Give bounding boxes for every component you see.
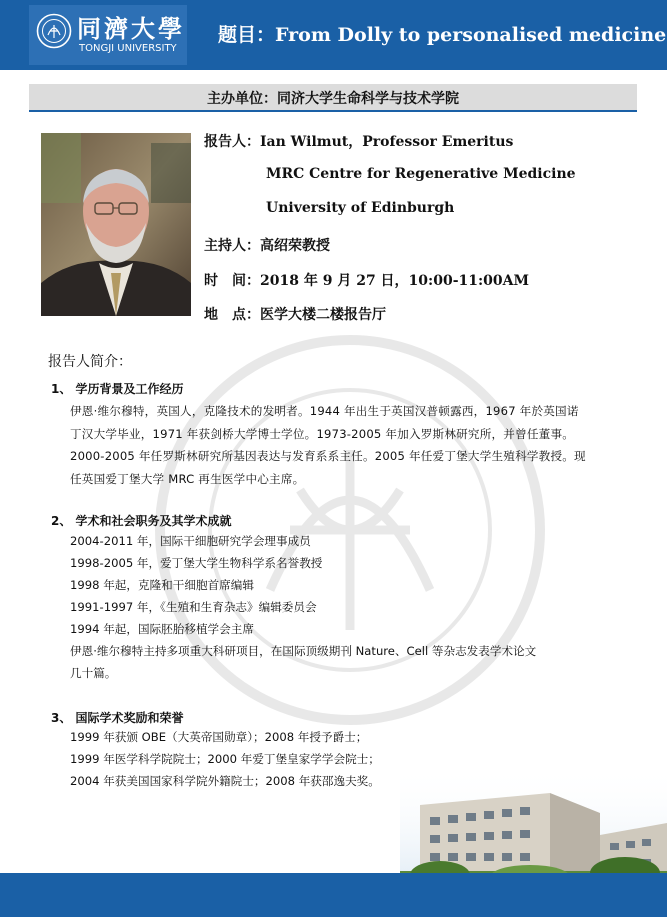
- sponsor-bar: [29, 84, 637, 110]
- section-2-line: 伊恩·维尔穆特主持多项重大科研项目，在国际顶级期刊 Nature、Cell 等杂志发表学术论文: [70, 644, 537, 658]
- host-value: 高绍荣教授: [260, 238, 330, 254]
- section-3-line: 1999 年医学科学院院士；2000 年爱丁堡皇家学学会院士；: [70, 752, 380, 766]
- logo-chinese-name: 同濟大學: [77, 14, 185, 43]
- university-logo: [29, 5, 187, 65]
- place-label: 地 点：: [204, 307, 260, 323]
- time-line: [204, 270, 529, 290]
- section-2-line: 几十篇。: [70, 666, 117, 680]
- section-2-line: 2004-2011 年，国际干细胞研究学会理事成员: [70, 534, 311, 548]
- section-2-line: 1994 年起，国际胚胎移植学会主席: [70, 622, 254, 636]
- divider-line: [29, 110, 637, 112]
- sponsor-text: 主办单位：同济大学生命科学与技术学院: [207, 91, 459, 107]
- university-seal-watermark: [150, 330, 550, 730]
- intro-heading: 报告人简介：: [48, 354, 132, 370]
- speaker-affiliation-2: University of Edinburgh: [266, 200, 455, 216]
- speaker-name: Ian Wilmut，Professor Emeritus: [260, 134, 514, 150]
- section-3-title: 3、 国际学术奖励和荣誉: [51, 711, 184, 725]
- footer-bar: [0, 873, 667, 917]
- time-label: 时 间：: [204, 273, 260, 289]
- speaker-label: 报告人：: [204, 134, 260, 150]
- speaker-line: [204, 131, 513, 151]
- host-line: [204, 235, 330, 255]
- section-2-line: 1998 年起，克隆和干细胞首席编辑: [70, 578, 254, 592]
- speaker-photo: [41, 133, 191, 316]
- speaker-affiliation-1: MRC Centre for Regenerative Medicine: [266, 166, 576, 182]
- header-bar: [0, 0, 667, 70]
- page-title: 题目：From Dolly to personalised medicine: [218, 24, 667, 46]
- section-1-title: 1、 学历背景及工作经历: [51, 382, 184, 396]
- place-line: [204, 304, 386, 324]
- host-label: 主持人：: [204, 238, 260, 254]
- university-seal-icon: [36, 13, 72, 49]
- section-3-line: 1999 年获颁 OBE（大英帝国勋章）；2008 年授予爵士；: [70, 730, 368, 744]
- section-3-line: 2004 年获美国国家科学院外籍院士；2008 年获邵逸夫奖。: [70, 774, 380, 788]
- section-2-title: 2、 学术和社会职务及其学术成就: [51, 514, 232, 528]
- section-2-line: 1998-2005 年，爱丁堡大学生物科学系名誉教授: [70, 556, 323, 570]
- time-value: 2018 年 9 月 27 日，10:00-11:00AM: [260, 273, 529, 289]
- place-value: 医学大楼二楼报告厅: [260, 307, 386, 323]
- section-2-line: 1991-1997 年，《生殖和生育杂志》编辑委员会: [70, 600, 317, 614]
- logo-english-name: TONGJI UNIVERSITY: [79, 43, 177, 54]
- section-1-paragraph: 伊恩·维尔穆特，英国人，克隆技术的发明者。1944 年出生于英国汉普顿露西，1967 年於英国诺丁汉大学毕业，1971 年获剑桥大学博士学位。1973-2005 年加入罗斯林研究所，并曾任董事。2000-2005 年任罗斯林研究所基因表达与发育系系主任。2005 年任爱丁堡大学生殖科学教授。现任英国爱丁堡大学 MRC 再生医学中心主席。: [70, 404, 586, 486]
